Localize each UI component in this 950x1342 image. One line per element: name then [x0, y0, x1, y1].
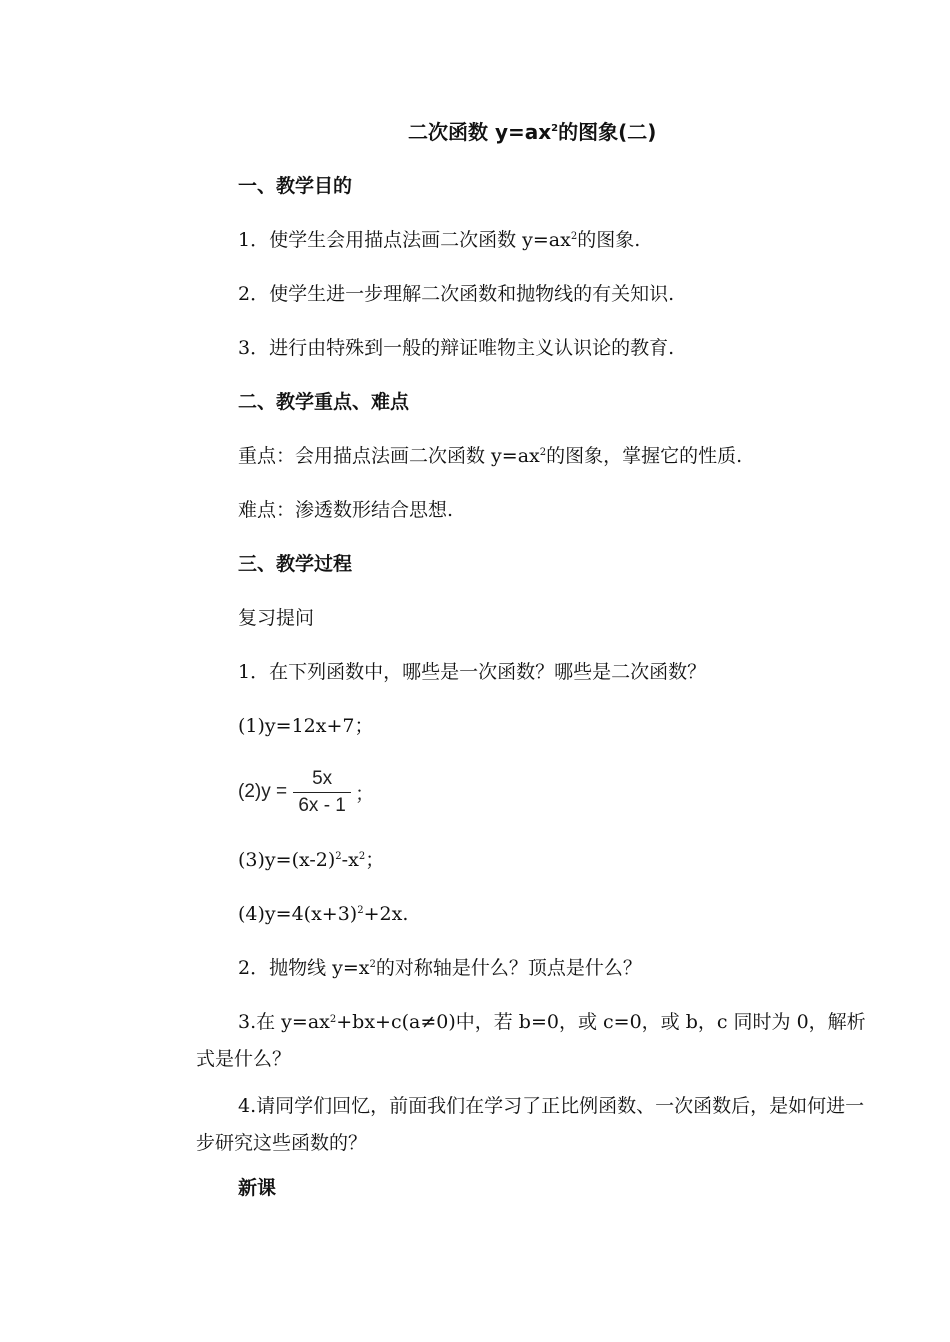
- review-label: 复习提问: [238, 607, 315, 629]
- fraction-numerator: 5x: [312, 767, 333, 789]
- objective-item-2: 2．使学生进一步理解二次函数和抛物线的有关知识.: [238, 283, 675, 305]
- question-4: 4.请同学们回忆，前面我们在学习了正比例函数、一次函数后，是如何进一步研究这些函数的？: [196, 1095, 865, 1154]
- question-1: 1．在下列函数中，哪些是一次函数？哪些是二次函数？: [238, 661, 707, 683]
- function-3: $(3)y=(x-2)^2-x^2$；: [238, 849, 385, 871]
- function-2-suffix: ；: [355, 783, 375, 805]
- section-heading-process: 三、教学过程: [238, 553, 353, 575]
- section-heading-key-points: 二、教学重点、难点: [238, 391, 410, 413]
- page-title: 二次函数 $y=ax^2$的图象(二): [408, 120, 657, 144]
- fraction: [293, 768, 351, 817]
- function-1: (1)y=12x+7；: [238, 715, 374, 737]
- new-lesson-heading: 新课: [238, 1177, 277, 1199]
- function-4: $(4)y=4(x+3)^2+2x$.: [238, 903, 409, 925]
- function-2-prefix: (2)y =: [238, 781, 288, 802]
- question-2: 2．抛物线 $y=x^2$的对称轴是什么？顶点是什么？: [238, 957, 642, 979]
- objective-item-3: 3．进行由特殊到一般的辩证唯物主义认识论的教育.: [238, 337, 675, 359]
- fraction-denominator: 6x - 1: [298, 794, 346, 816]
- section-heading-objectives: 一、教学目的: [238, 175, 353, 197]
- title-superscript: 2: [551, 123, 559, 134]
- question-3: 3.在 $y=ax^2+bx+c(a\ne 0)$中，若 b=0，或 c=0，或 b，c 同时为 0，解析式是什么？: [196, 1011, 866, 1070]
- function-2-fraction: [238, 764, 374, 820]
- objective-item-1: 1．使学生会用描点法画二次函数 $y=ax^2$的图象.: [238, 229, 641, 251]
- key-point: 重点：会用描点法画二次函数 $y=ax^2$的图象，掌握它的性质.: [238, 445, 743, 467]
- difficult-point: 难点：渗透数形结合思想.: [238, 499, 454, 521]
